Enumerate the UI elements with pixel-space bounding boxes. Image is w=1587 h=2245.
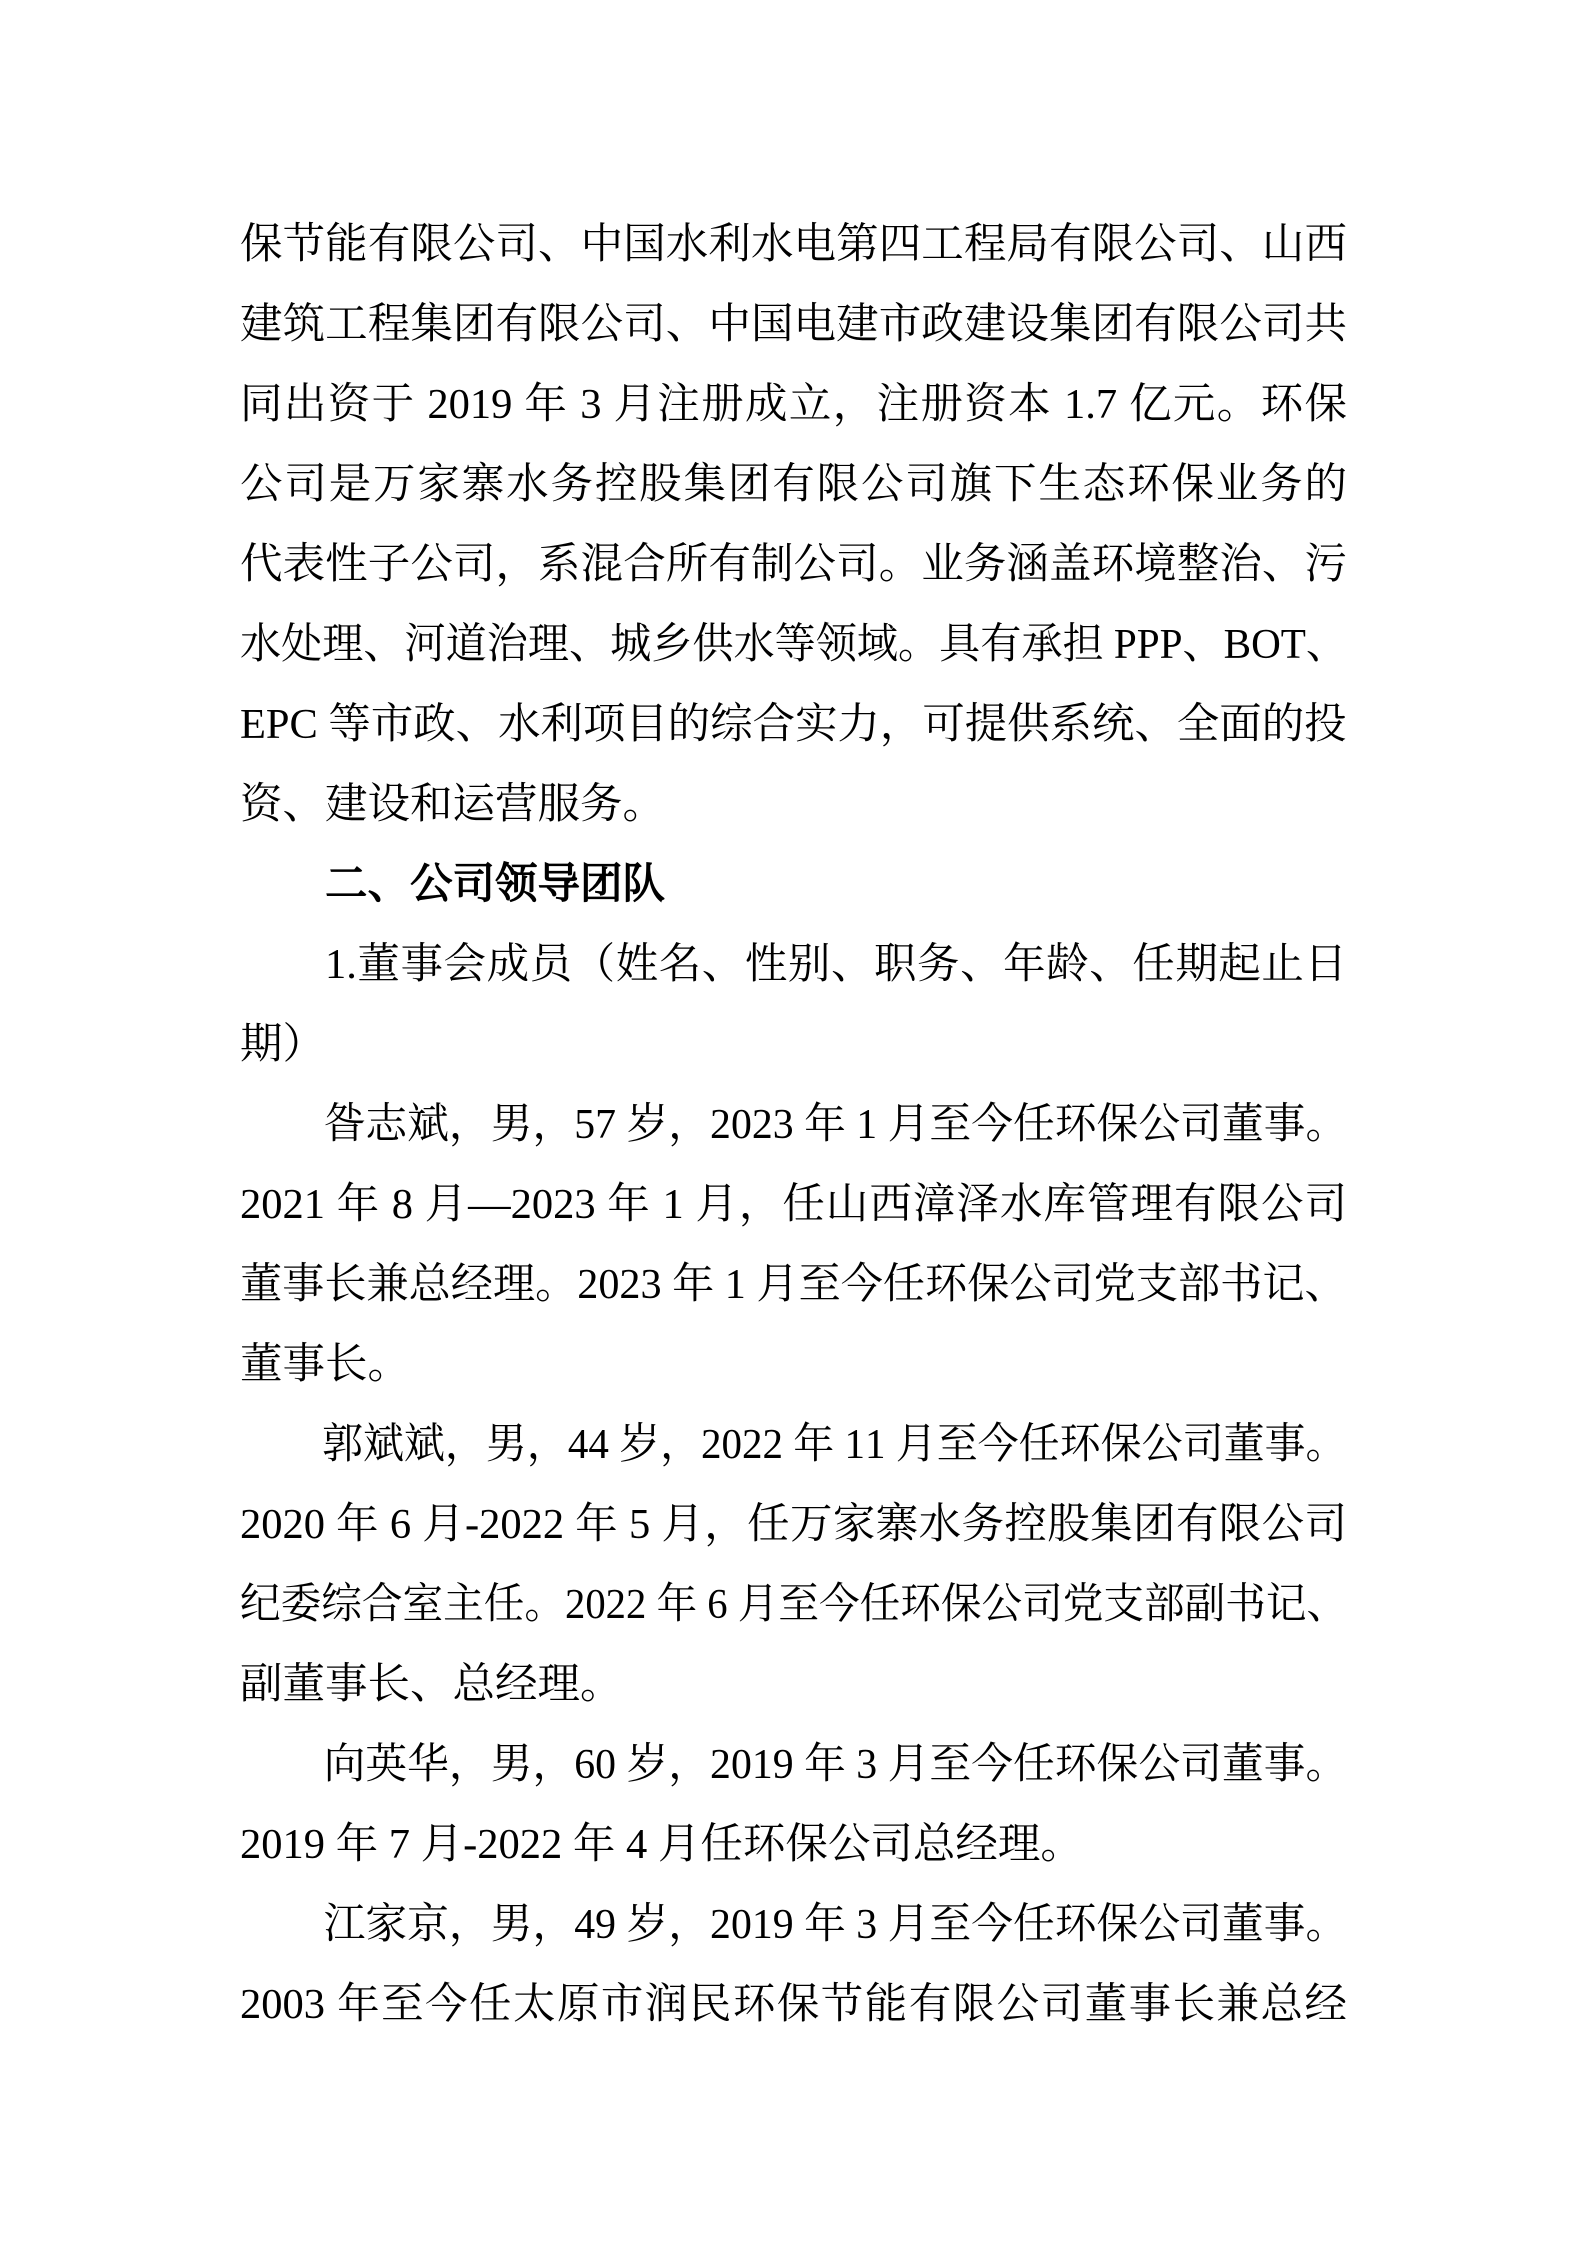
document-line: 2003 年至今任太原市润民环保节能有限公司董事长兼总经	[240, 1981, 1347, 2028]
section-heading: 二、公司领导团队	[325, 861, 666, 908]
document-line: 2019 年 7 月-2022 年 4 月任环保公司总经理。	[240, 1821, 1083, 1868]
document-line: 建筑工程集团有限公司、中国电建市政建设集团有限公司共	[240, 301, 1347, 348]
document-line: 2020 年 6 月-2022 年 5 月，任万家寨水务控股集团有限公司	[240, 1501, 1347, 1548]
document-line: 昝志斌，男，57 岁，2023 年 1 月至今任环保公司董事。	[323, 1101, 1348, 1148]
document-line: 董事长兼总经理。2023 年 1 月至今任环保公司党支部书记、	[240, 1261, 1347, 1308]
document-line: 保节能有限公司、中国水利水电第四工程局有限公司、山西	[240, 221, 1347, 268]
document-line: 董事长。	[240, 1341, 411, 1388]
document-body	[240, 205, 1347, 2045]
document-line: EPC 等市政、水利项目的综合实力，可提供系统、全面的投	[240, 701, 1347, 748]
document-line: 江家京，男，49 岁，2019 年 3 月至今任环保公司董事。	[323, 1901, 1348, 1948]
document-line: 期）	[240, 1021, 326, 1068]
document-line: 资、建设和运营服务。	[240, 781, 666, 828]
document-line: 纪委综合室主任。2022 年 6 月至今任环保公司党支部副书记、	[240, 1581, 1348, 1628]
document-line: 同出资于 2019 年 3 月注册成立，注册资本 1.7 亿元。环保	[240, 381, 1347, 428]
document-line: 2021 年 8 月—2023 年 1 月，任山西漳泽水库管理有限公司	[240, 1181, 1347, 1228]
document-line: 郭斌斌，男，44 岁，2022 年 11 月至今任环保公司董事。	[321, 1421, 1347, 1468]
document-line: 公司是万家寨水务控股集团有限公司旗下生态环保业务的	[240, 461, 1347, 508]
document-line: 水处理、河道治理、城乡供水等领域。具有承担 PPP、BOT、	[240, 621, 1348, 668]
document-line: 向英华，男，60 岁，2019 年 3 月至今任环保公司董事。	[323, 1741, 1348, 1788]
document-line: 代表性子公司，系混合所有制公司。业务涵盖环境整治、污	[240, 541, 1347, 588]
document-line: 副董事长、总经理。	[240, 1661, 623, 1708]
document-line: 1.董事会成员（姓名、性别、职务、年龄、任期起止日	[325, 941, 1347, 988]
